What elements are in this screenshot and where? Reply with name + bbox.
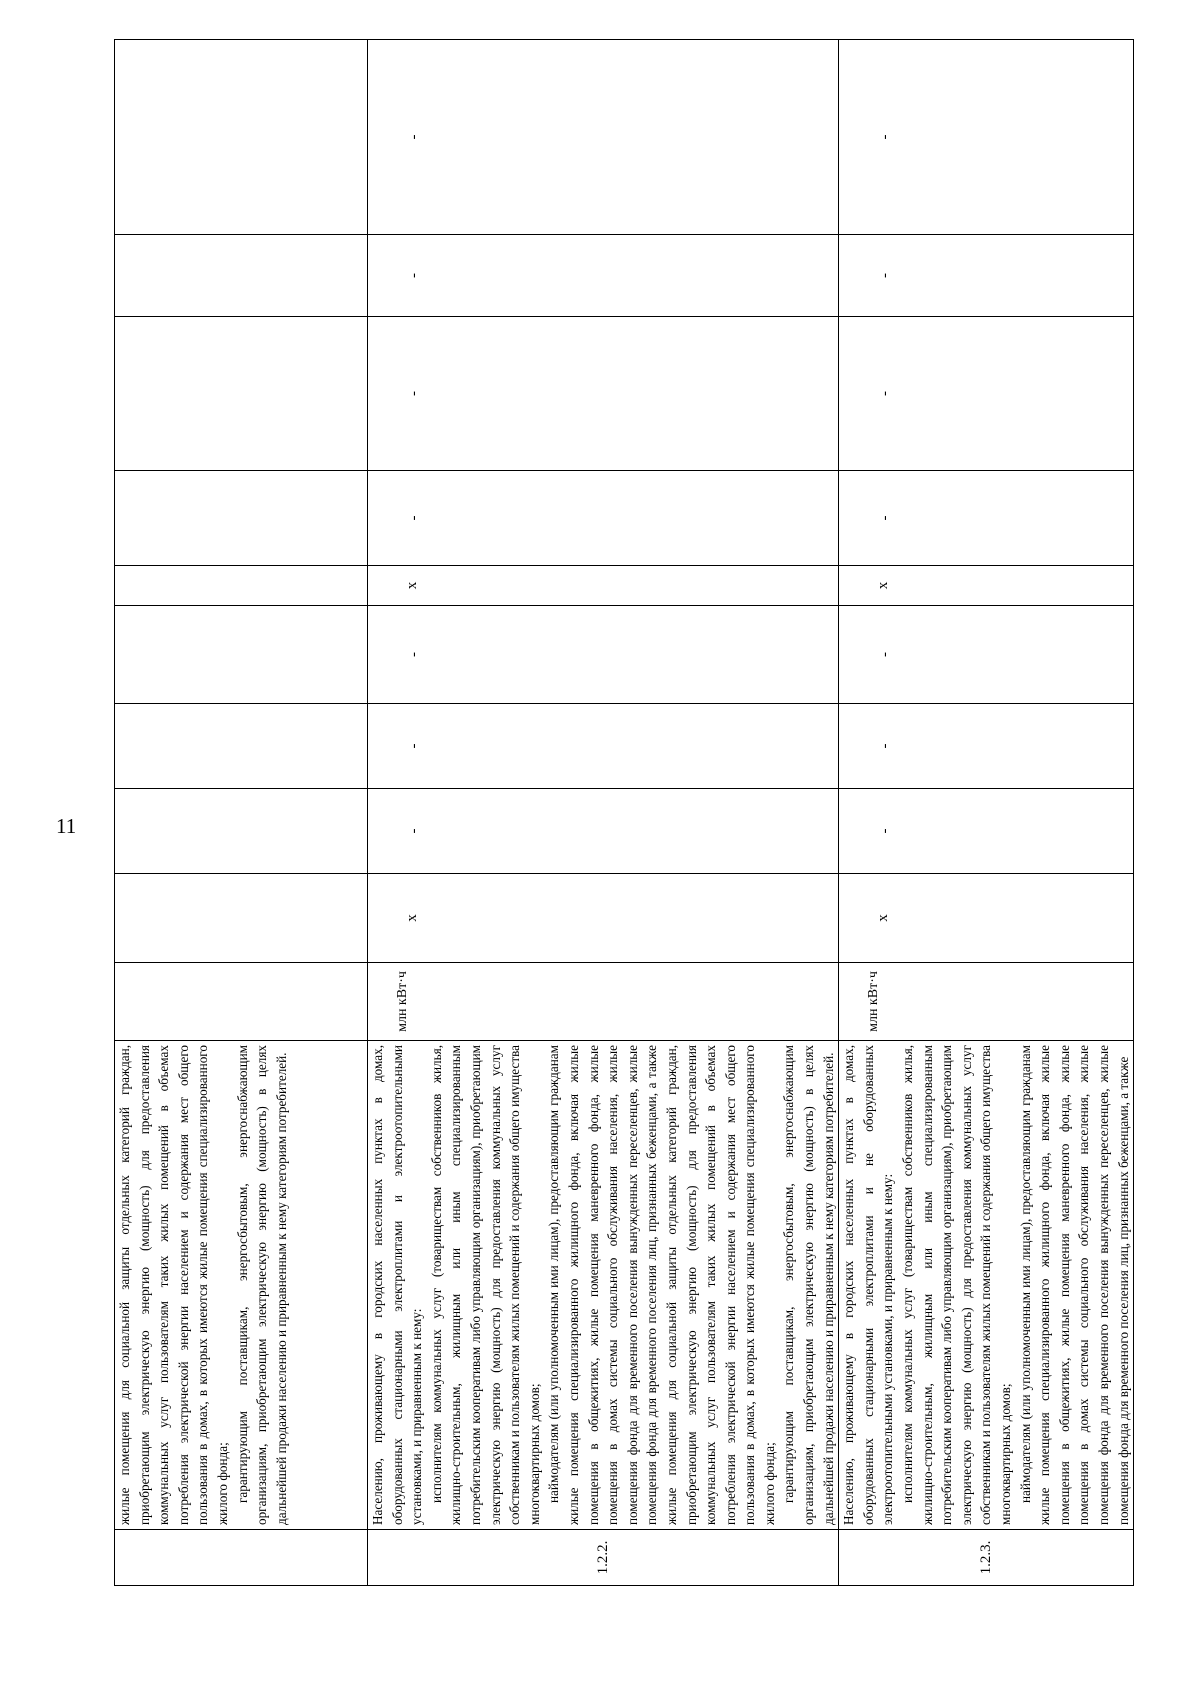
value-cell (115, 235, 368, 317)
value-cell (115, 566, 368, 606)
description-paragraph: наймодателям (или уполномоченным ими лицам), предоставляющим гражданам жилые помещения специализированного жилищного фонда, включая жилые помещения в общежитиях, жилые помещения маневренного фонда, жилые помещения в домах системы социального обслуживания населения, жилые помещения фонда для временного поселения вынужденных переселенцев, жилые помещения фонда для временного поселения лиц, признанных беженцами, а также (1017, 1045, 1131, 1525)
value-cell (115, 874, 368, 963)
value-cell: - (368, 789, 839, 874)
row-number: 1.2.2. (368, 1530, 839, 1586)
description-paragraph: гарантирующим поставщикам, энергосбытовым, энергоснабжающим организациям, приобретающим электрическую энергию (мощность) в целях дальнейшей продажи населению и приравненным к нему категориям потребителей. (234, 1045, 289, 1525)
description-paragraph: исполнителям коммунальных услуг (товариществам собственников жилья, жилищно-строительным, жилищным или иным специализированным потребительским кооперативам либо управляющим организациям), приобретающим электрическую энергию (мощность) для предоставления коммунальных услуг собственникам и пользователям жилых помещений и содержания общего имущества многоквартирных домов; (428, 1045, 542, 1525)
value-cell: - (368, 606, 839, 704)
value-cell: - (839, 471, 1134, 566)
page-number: 11 (56, 814, 77, 838)
value-cell: - (368, 471, 839, 566)
consumer-category-description (368, 1041, 839, 1530)
row-number: 1.2.3. (839, 1530, 1134, 1586)
value-cell: x (839, 566, 1134, 606)
description-paragraph: исполнителям коммунальных услуг (товариществам собственников жилья, жилищно-строительным, жилищным или иным специализированным потребительским кооперативам либо управляющим организациям), приобретающим электрическую энергию (мощность) для предоставления коммунальных услуг собственникам и пользователям жилых помещений и содержания общего имущества многоквартирных домов; (900, 1045, 1013, 1525)
value-cell (115, 704, 368, 789)
value-cell: - (368, 317, 839, 471)
value-cell: - (368, 40, 839, 235)
row-number (115, 1530, 368, 1586)
value-cell: - (839, 789, 1134, 874)
value-cell: - (839, 606, 1134, 704)
table-row (115, 40, 368, 1586)
value-cell (115, 606, 368, 704)
value-cell: x (839, 874, 1134, 963)
rotated-table-container (114, 40, 1131, 1586)
value-cell: - (839, 317, 1134, 471)
description-paragraph: жилые помещения для социальной защиты отдельных категорий граждан, приобретающим электрическую энергию (мощность) для предоставления коммунальных услуг пользователям таких жилых помещений в объемах потребления электрической энергии населением и содержания мест общего пользования в домах, в которых имеются жилые помещения специализированного жилого фонда; (117, 1045, 230, 1525)
consumer-category-description (839, 1041, 1134, 1530)
value-cell (115, 471, 368, 566)
tariff-table (114, 39, 1134, 1586)
description-paragraph: наймодателям (или уполномоченным ими лицам), предоставляющим гражданам жилые помещения специализированного жилищного фонда, включая жилые помещения в общежитиях, жилые помещения маневренного фонда, жилые помещения в домах системы социального обслуживания населения, жилые помещения фонда для временного поселения вынужденных переселенцев, жилые помещения фонда для временного поселения лиц, признанных беженцами, а также жилые помещения для социальной защиты отдельных категорий граждан, приобретающим электрическую энергию (мощность) для предоставления коммунальных услуг пользователям таких жилых помещений в объемах потребления электрической энергии населением и содержания мест общего пользования в домах, в которых имеются жилые помещения специализированного жилого фонда; (546, 1045, 777, 1525)
value-cell: x (368, 874, 839, 963)
value-cell: - (368, 704, 839, 789)
table-row (368, 40, 839, 1586)
value-cell: x (368, 566, 839, 606)
value-cell (115, 789, 368, 874)
value-cell: - (839, 704, 1134, 789)
value-cell: - (368, 235, 839, 317)
unit-cell: млн кВт·ч (368, 963, 839, 1041)
consumer-category-description (115, 1041, 368, 1530)
unit-cell (115, 963, 368, 1041)
value-cell: - (839, 40, 1134, 235)
value-cell: - (839, 235, 1134, 317)
unit-cell: млн кВт·ч (839, 963, 1134, 1041)
table-row (839, 40, 1134, 1586)
description-paragraph: Населению, проживающему в городских населенных пунктах в домах, оборудованных стационарными электроплитами и не оборудованных электроотопительными установками, и приравненным к нему: (841, 1045, 896, 1525)
description-paragraph: Населению, проживающему в городских населенных пунктах в домах, оборудованных стационарными электроплитами и электроотопительными установками, и приравненным к нему: (370, 1045, 425, 1525)
value-cell (115, 317, 368, 471)
value-cell (115, 40, 368, 235)
description-paragraph: гарантирующим поставщикам, энергосбытовым, энергоснабжающим организациям, приобретающим электрическую энергию (мощность) в целях дальнейшей продажи населению и приравненным к нему категориям потребителей. (781, 1045, 836, 1525)
